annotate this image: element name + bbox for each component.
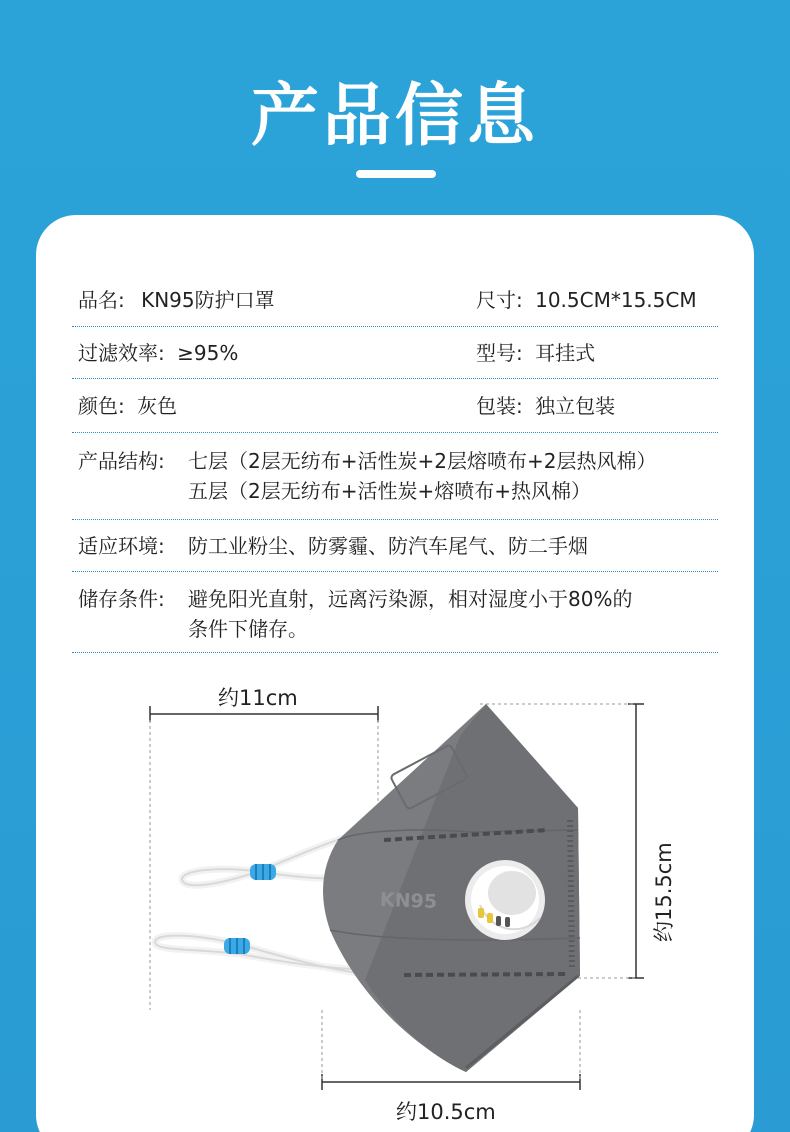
spec-structure bbox=[78, 446, 718, 510]
spec-filter-label: 过滤效率: bbox=[78, 341, 165, 365]
spec-color-label: 颜色: bbox=[78, 394, 125, 418]
spec-name bbox=[78, 285, 275, 315]
spec-model-value: 耳挂式 bbox=[535, 341, 596, 365]
spec-model bbox=[476, 338, 595, 368]
mask-figure bbox=[0, 680, 790, 1132]
spec-row-storage bbox=[72, 572, 718, 653]
width-bottom-label: 约10.5cm bbox=[396, 1100, 496, 1124]
spec-size-value: 10.5CM*15.5CM bbox=[535, 288, 697, 312]
spec-row-structure bbox=[72, 433, 718, 520]
spec-color-value: 灰色 bbox=[137, 394, 178, 418]
spec-environment bbox=[78, 531, 718, 561]
spec-filter-value: ≥95% bbox=[177, 341, 239, 365]
spec-name-label: 品名: bbox=[78, 288, 125, 312]
exhalation-valve bbox=[465, 860, 545, 940]
mask-print-text: KN95 bbox=[379, 889, 438, 914]
spec-env-value: 防工业粉尘、防雾霾、防汽车尾气、防二手烟 bbox=[188, 534, 588, 558]
height-right-label: 约15.5cm bbox=[652, 842, 676, 942]
spec-storage-line2: 条件下储存。 bbox=[188, 617, 308, 641]
spec-color bbox=[78, 391, 177, 421]
spec-env-label: 适应环境: bbox=[78, 534, 165, 558]
width-top-label: 约11cm bbox=[218, 686, 298, 710]
spec-structure-line1: 七层（2层无纺布+活性炭+2层熔喷布+2层热风棉） bbox=[188, 449, 657, 473]
spec-storage-line1: 避免阳光直射，远离污染源，相对湿度小于80%的 bbox=[188, 587, 633, 611]
spec-storage-label: 储存条件: bbox=[78, 587, 165, 611]
spec-row-color-pack bbox=[72, 379, 718, 433]
spec-row-filter-model bbox=[72, 327, 718, 379]
spec-row-environment bbox=[72, 520, 718, 572]
spec-size-label: 尺寸: bbox=[476, 288, 523, 312]
spec-storage bbox=[78, 584, 718, 648]
spec-filter bbox=[78, 338, 238, 368]
title-underline bbox=[356, 170, 436, 178]
spec-row-name-size bbox=[72, 279, 718, 327]
spec-pack-label: 包装: bbox=[476, 394, 523, 418]
spec-pack-value: 独立包装 bbox=[535, 394, 616, 418]
spec-structure-label: 产品结构: bbox=[78, 449, 165, 473]
spec-name-value: KN95防护口罩 bbox=[141, 288, 275, 312]
spec-structure-line2: 五层（2层无纺布+活性炭+熔喷布+热风棉） bbox=[188, 479, 591, 503]
page-title: 产品信息 bbox=[250, 77, 539, 156]
spec-model-label: 型号: bbox=[476, 341, 523, 365]
spec-pack bbox=[476, 391, 615, 421]
header bbox=[0, 0, 790, 215]
spec-size bbox=[476, 285, 697, 315]
